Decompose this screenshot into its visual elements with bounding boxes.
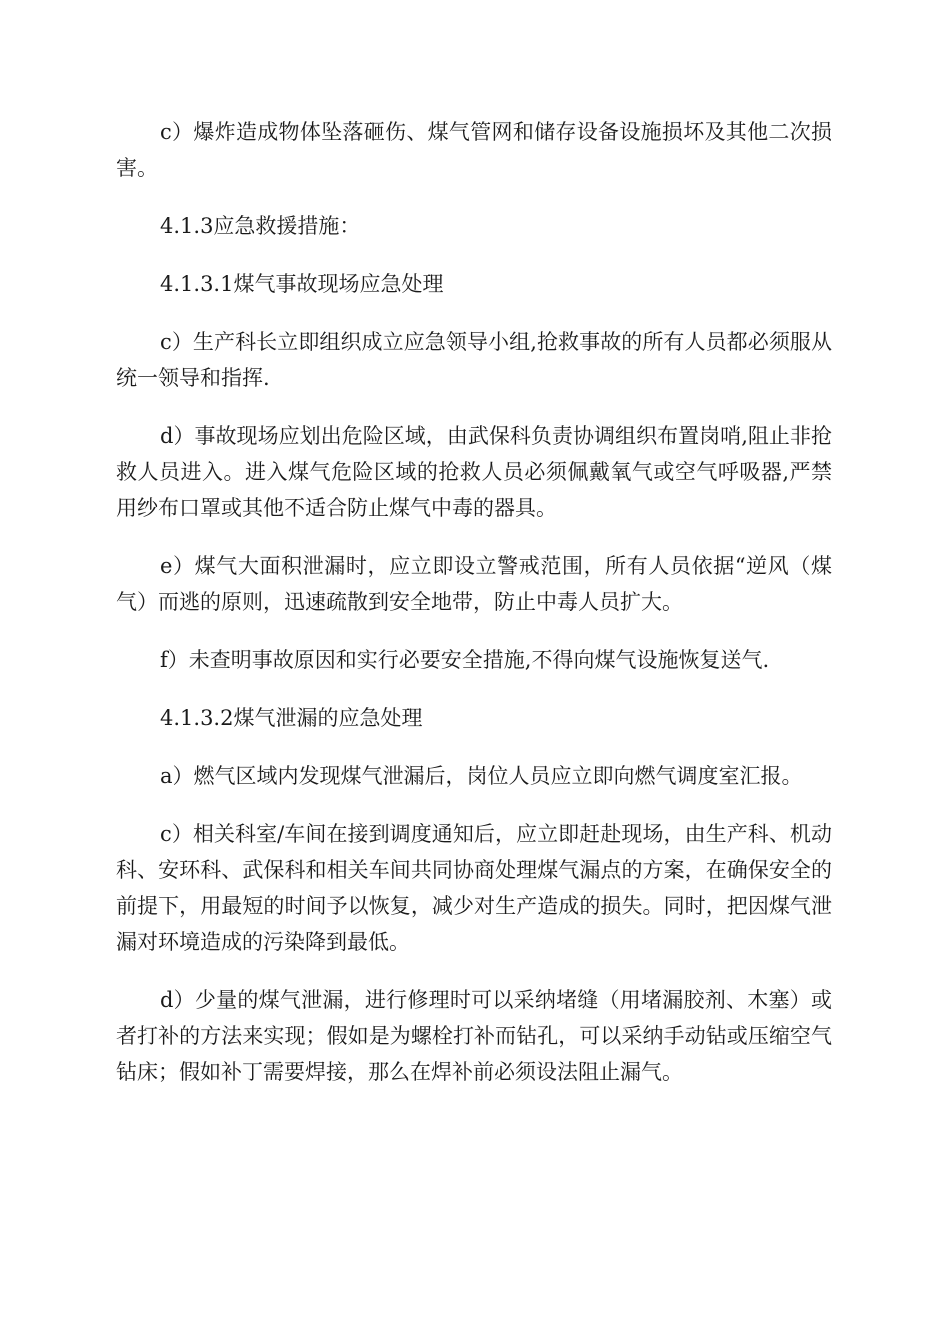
- section-heading-4-1-3-1: 4.1.3.1煤气事故现场应急处理: [160, 272, 444, 296]
- paragraph-explosion-damage: c）爆炸造成物体坠落砸伤、煤气管网和储存设备设施损坏及其他二次损害。: [116, 120, 832, 180]
- paragraph-report-leak: a）燃气区域内发现煤气泄漏后，岗位人员应立即向燃气调度室汇报。: [160, 764, 803, 788]
- document-body: [116, 114, 832, 1112]
- paragraph-department-response: c）相关科室/车间在接到调度通知后，应立即赶赴现场，由生产科、机动科、安环科、武保科和相关车间共同协商处理煤气漏点的方案，在确保安全的前提下，用最短的时间予以恢复，减少对生产造成的损失。同时，把因煤气泄漏对环境造成的污染降到最低。: [116, 822, 832, 954]
- section-heading-4-1-3-2: 4.1.3.2煤气泄漏的应急处理: [160, 706, 423, 730]
- paragraph-minor-leak-repair: d）少量的煤气泄漏，进行修理时可以采纳堵缝（用堵漏胶剂、木塞）或者打补的方法来实现；假如是为螺栓打补而钻孔，可以采纳手动钻或压缩空气钻床；假如补丁需要焊接，那么在焊补前必须设法阻止漏气。: [116, 988, 832, 1084]
- section-heading-4-1-3: 4.1.3应急救援措施：: [160, 214, 361, 238]
- paragraph-restore-supply: f）未查明事故原因和实行必要安全措施,不得向煤气设施恢复送气.: [160, 648, 770, 672]
- paragraph-mass-leak: e）煤气大面积泄漏时，应立即设立警戒范围，所有人员依据“逆风（煤气）而逃的原则，迅速疏散到安全地带，防止中毒人员扩大。: [116, 554, 832, 614]
- paragraph-leadership-group: c）生产科长立即组织成立应急领导小组,抢救事故的所有人员都必须服从统一领导和指挥.: [116, 330, 832, 390]
- paragraph-danger-zone: d）事故现场应划出危险区域，由武保科负责协调组织布置岗哨,阻止非抢救人员进入。进入煤气危险区域的抢救人员必须佩戴氧气或空气呼吸器,严禁用纱布口罩或其他不适合防止煤气中毒的器具。: [116, 424, 832, 520]
